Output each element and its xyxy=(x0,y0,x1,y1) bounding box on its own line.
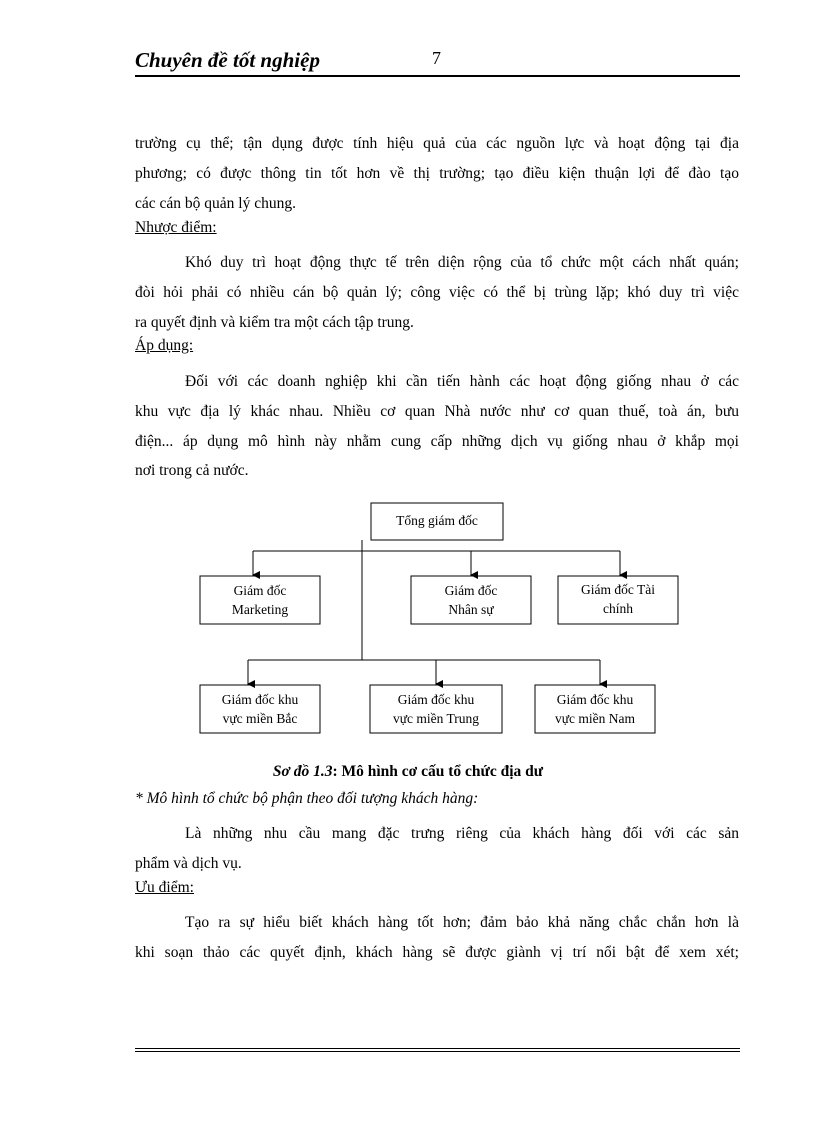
marketing-label xyxy=(200,581,320,619)
caption-id: Sơ đồ 1.3 xyxy=(272,763,333,780)
footer-rule xyxy=(135,1051,740,1052)
text-line: Đối với các doanh nghiệp khi cần tiến hành các hoạt động giống nhau ở các xyxy=(185,373,739,390)
south-label xyxy=(535,690,655,728)
text-line: ra quyết định và kiểm tra một cách tập trung. xyxy=(135,314,414,331)
text-line: các cán bộ quản lý chung. xyxy=(135,195,296,212)
document-header-title: Chuyên đề tốt nghiệp xyxy=(135,48,320,72)
application-heading: Áp dụng: xyxy=(135,337,194,354)
label-line: Marketing xyxy=(231,602,289,617)
label-line: Giám đốc khu xyxy=(397,692,475,707)
figure-caption xyxy=(0,763,816,781)
label-line: vực miền Trung xyxy=(392,711,480,726)
text-line: khu vực địa lý khác nhau. Nhiều cơ quan Nhà nước như cơ quan thuế, toà án, bưu xyxy=(135,403,739,420)
text-line: Tạo ra sự hiểu biết khách hàng tốt hơn; đảm bảo khả năng chắc chắn hơn là xyxy=(185,914,739,931)
north-label xyxy=(200,690,320,728)
text-line: Là những nhu cầu mang đặc trưng riêng của khách hàng đối với các sản xyxy=(185,825,739,842)
text-line: Khó duy trì hoạt động thực tế trên diện rộng của tổ chức một cách nhất quán; xyxy=(185,254,739,271)
text-line: nơi trong cả nước. xyxy=(135,462,249,479)
label-line: Giám đốc khu xyxy=(556,692,634,707)
text-line: trường cụ thể; tận dụng được tính hiệu quả của các nguồn lực và hoạt động tại địa xyxy=(135,135,739,152)
label-line: Giám đốc khu xyxy=(221,692,299,707)
root-label: Tổng giám đốc xyxy=(396,513,478,528)
label-line: vực miền Nam xyxy=(554,711,636,726)
text-line: điện... áp dụng mô hình này nhằm cung cấp những dịch vụ giống nhau ở khắp mọi xyxy=(135,433,739,450)
disadvantages-heading: Nhược điểm: xyxy=(135,219,217,236)
hr-label xyxy=(411,581,531,619)
label-line: Giám đốc Tài xyxy=(581,582,655,597)
text-line: phẩm và dịch vụ. xyxy=(135,855,242,872)
advantages-heading: Ưu điểm: xyxy=(135,879,194,896)
central-label xyxy=(370,690,502,728)
label-line: Nhân sự xyxy=(448,602,494,617)
page-number: 7 xyxy=(432,48,441,68)
finance-label xyxy=(558,580,678,618)
text-line: đòi hỏi phải có nhiều cán bộ quản lý; công việc có thể bị trùng lặp; khó duy trì việc xyxy=(135,284,739,301)
label-line: chính xyxy=(603,601,633,616)
text-line: phương; có được thông tin tốt hơn về thị trường; tạo điều kiện thuận lợi để đào tạo xyxy=(135,165,739,182)
caption-text: : Mô hình cơ cấu tổ chức địa dư xyxy=(332,763,544,780)
text-line: khi soạn thảo các quyết định, khách hàng sẽ được giành vị trí nổi bật để xem xét; xyxy=(135,944,739,961)
footer-rule xyxy=(135,1048,740,1049)
label-line: vực miền Bắc xyxy=(222,711,298,726)
label-line: Giám đốc xyxy=(444,583,498,598)
customer-model-heading: * Mô hình tổ chức bộ phận theo đối tượng khách hàng: xyxy=(135,790,479,807)
label-line: Giám đốc xyxy=(233,583,287,598)
